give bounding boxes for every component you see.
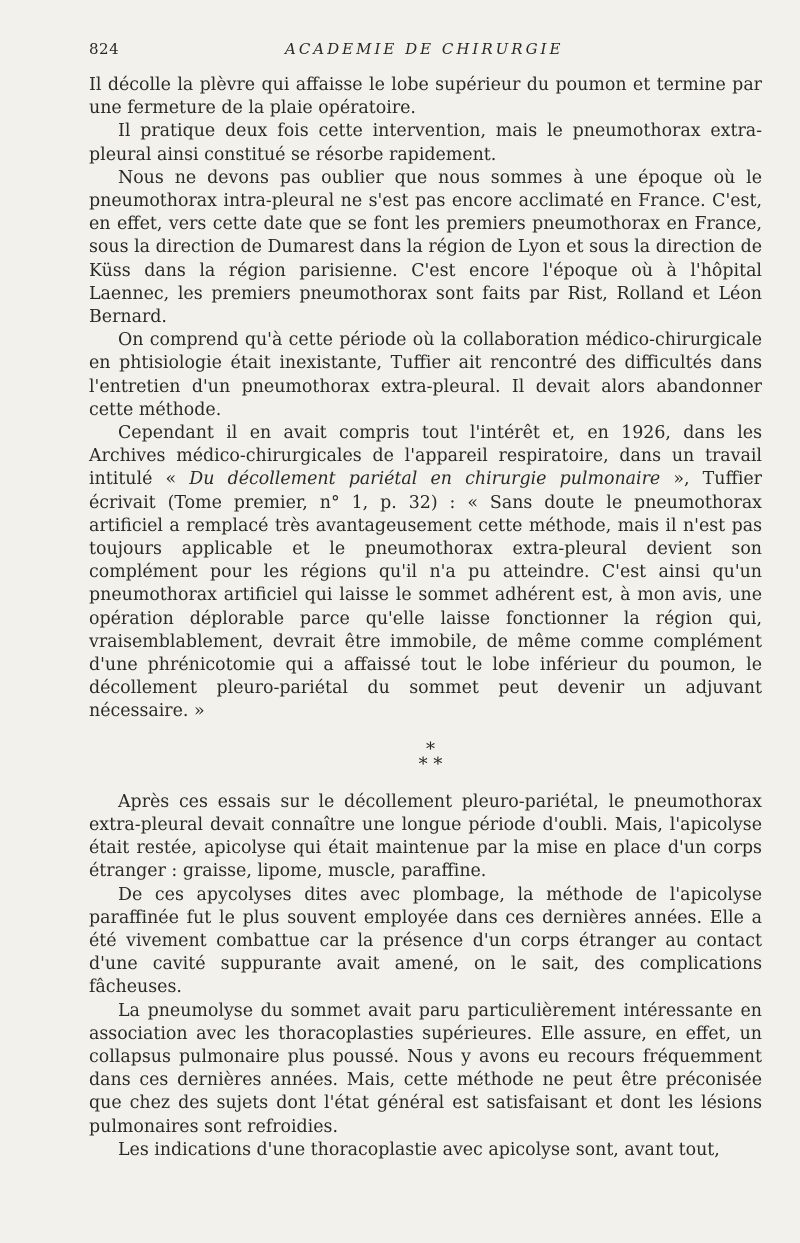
page-number: 824 (89, 40, 120, 58)
page-header (89, 40, 762, 66)
quote-intro: Cependant il en avait compris tout l'intérêt et, en 1926, dans les Archives médico-chirurgicales de l'appareil respiratoire, dans un travail intitulé « (89, 423, 762, 490)
paragraph: La pneumolyse du sommet avait paru particulièrement intéressante en association avec les thoracoplasties supérieures. Elle assure, en effet, un collapsus pulmonaire plus poussé. Nous y avons eu recours fréquemment dans ces dernières années. Mais, cette méthode ne peut être préconisée que chez des sujets dont l'état général est satisfaisant et dont les lésions pulmonaires sont refroidies. (89, 1000, 762, 1137)
quote-paragraph (89, 422, 762, 724)
paragraph: Après ces essais sur le décollement pleuro-pariétal, le pneumothorax extra-pleural devait connaître une longue période d'oubli. Mais, l'apicolyse était restée, apicolyse qui était maintenue par la mise en place d'un corps étranger : graisse, lipome, muscle, paraffine. (89, 791, 762, 882)
quote-body: », Tuffier écrivait (Tome premier, n° 1, p. 32) : « Sans doute le pneumothorax artificiel a remplacé très avantageusement cette méthode, mais il n'est pas toujours applicable et le pneumothorax extra-pleural devient son complément pour les régions qu'il n'a pu atteindre. C'est ainsi qu'un pneumothorax artificiel qui laisse le sommet adhérent est, à mon avis, une opération déplorable parce qu'elle laisse fonctionner la région qui, vraisemblablement, devrait être immobile, de même comme complément d'une phrénicotomie qui a affaissé tout le lobe inférieur du poumon, le décollement pleuro-pariétal du sommet peut devenir un adjuvant nécessaire. » (89, 469, 762, 722)
asterism-top: * (426, 738, 435, 760)
article-title: Du décollement pariétal en chirurgie pulmonaire (189, 469, 661, 490)
paragraph: Les indications d'une thoracoplastie avec apicolyse sont, avant tout, (118, 1139, 720, 1160)
paragraph: On comprend qu'à cette période où la collaboration médico-chirurgicale en phtisiologie était inexistante, Tuffier ait rencontré des difficultés dans l'entretien d'un pneumothorax extra-pleural. Il devait alors abandonner cette méthode. (89, 330, 762, 420)
asterism-bottom: * * (418, 753, 443, 775)
paragraph: Nous ne devons pas oublier que nous sommes à une époque où le pneumothorax intra-pleural ne s'est pas encore acclimaté en France. C'est, en effet, vers cette date que se font les premiers pneumothorax en France, sous la direction de Dumarest dans la région de Lyon et sous la direction de Küss dans la région parisienne. C'est encore l'époque où à l'hôpital Laennec, les premiers pneumothorax sont faits par Rist, Rolland et Léon Bernard. (89, 167, 762, 328)
section-asterism (89, 738, 762, 775)
running-title: ACADEMIE DE CHIRURGIE (285, 40, 564, 58)
body-text (89, 74, 762, 1162)
paragraph: Il pratique deux fois cette intervention, mais le pneumothorax extra-pleural ainsi constitué se résorbe rapidement. (89, 121, 762, 165)
paragraph: Il décolle la plèvre qui affaisse le lobe supérieur du poumon et termine par une fermeture de la plaie opératoire. (89, 75, 762, 119)
paragraph: De ces apycolyses dites avec plombage, la méthode de l'apicolyse paraffinée fut le plus souvent employée dans ces dernières années. Elle a été vivement combattue car la présence d'un corps étranger au contact d'une cavité suppurante avait amené, on le sait, des complications fâcheuses. (89, 884, 762, 998)
